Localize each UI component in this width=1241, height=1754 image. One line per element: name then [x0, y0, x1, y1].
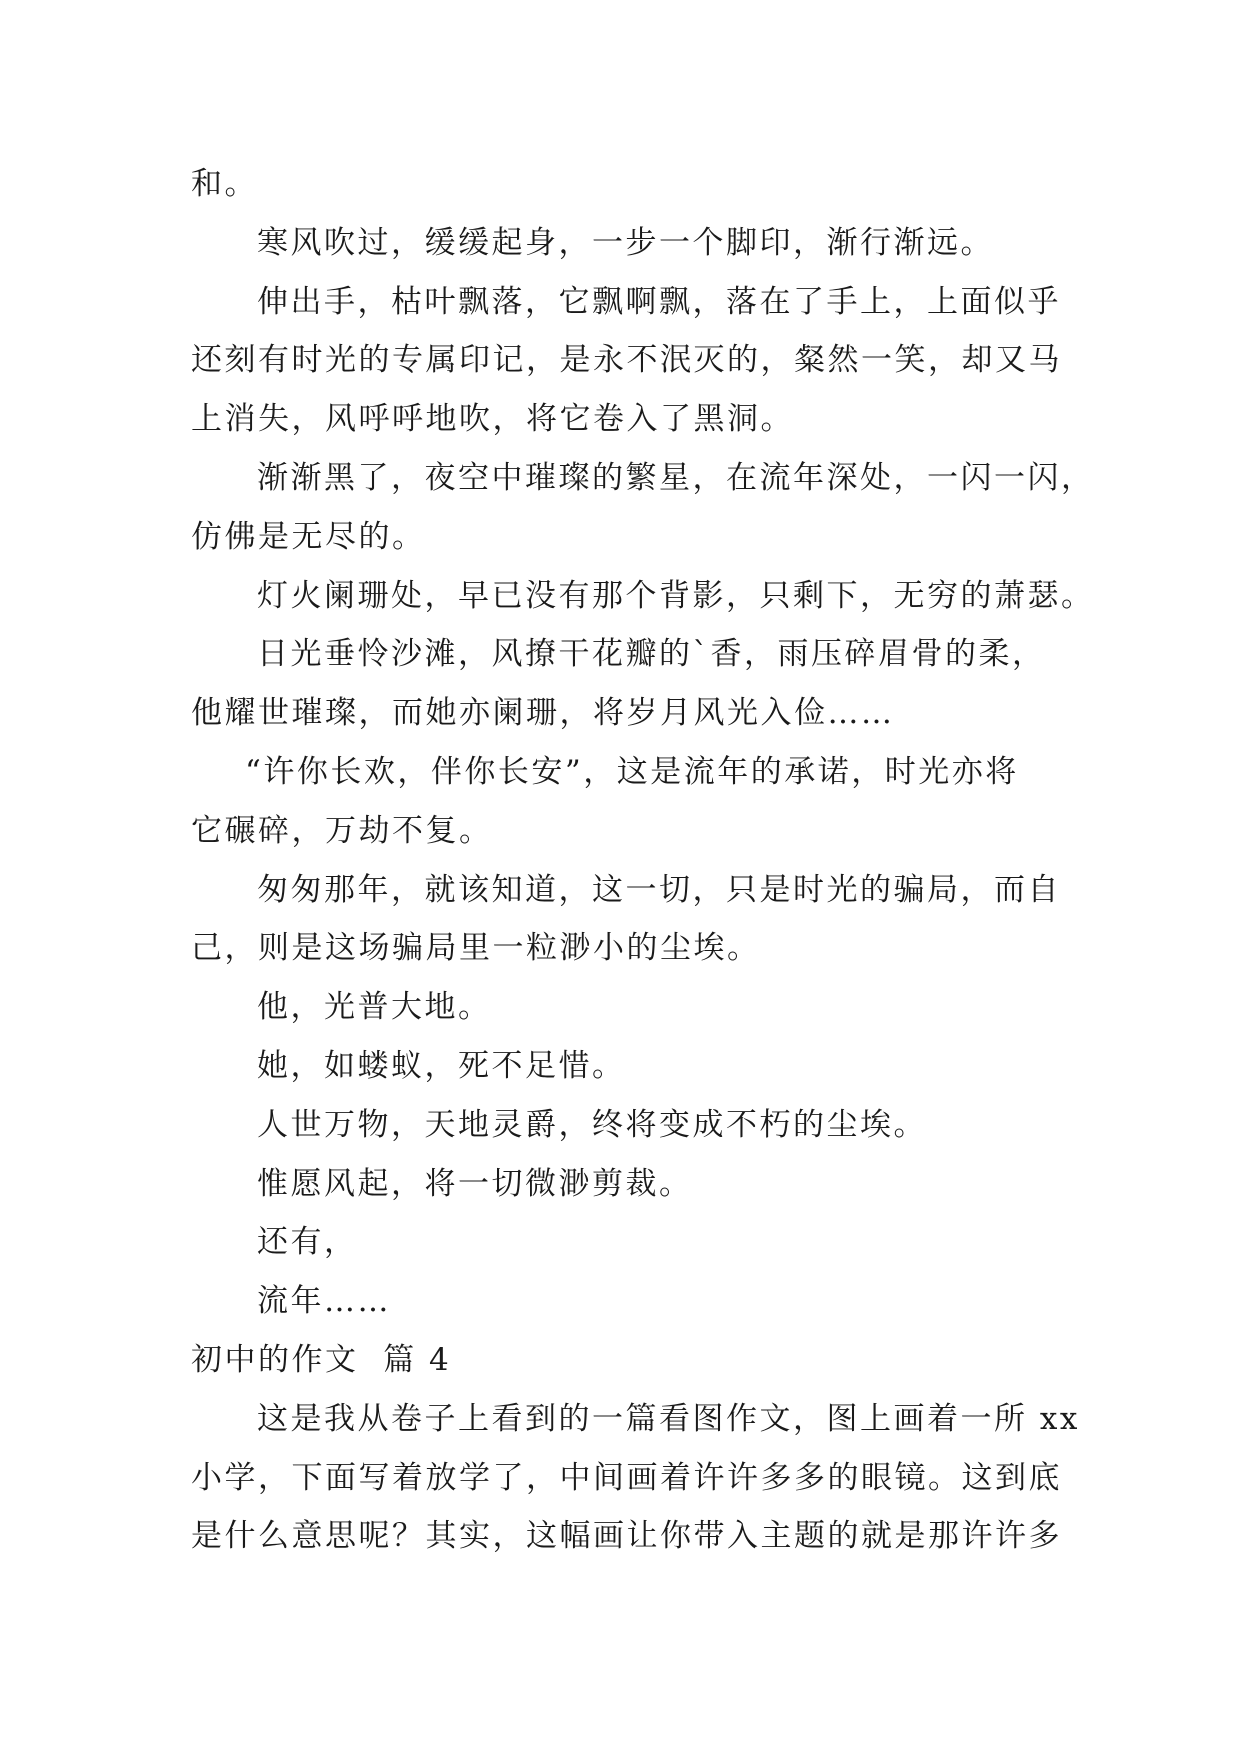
text-line: 还有， — [257, 1224, 358, 1261]
text-line: 还刻有时光的专属印记，是永不泯灭的，粲然一笑，却又马 — [191, 342, 1062, 379]
text-line: 是什么意思呢？其实，这幅画让你带入主题的就是那许许多 — [191, 1518, 1062, 1555]
text-line: 灯火阑珊处，早已没有那个背影，只剩下，无穷的萧瑟。 — [257, 577, 1095, 614]
text-line: 她，如蝼蚁，死不足惜。 — [257, 1047, 626, 1084]
text-line: 己，则是这场骗局里一粒渺小的尘埃。 — [191, 930, 761, 967]
section-heading: 初中的作文 篇 4 — [191, 1341, 452, 1378]
text-line: 匆匆那年，就该知道，这一切，只是时光的骗局，而自 — [257, 871, 1061, 908]
essay-text — [191, 155, 1095, 1566]
text-line: 日光垂怜沙滩，风撩干花瓣的`香，雨压碎眉骨的柔， — [257, 636, 1046, 673]
text-line: 伸出手，枯叶飘落，它飘啊飘，落在了手上，上面似乎 — [257, 283, 1061, 320]
text-line: 小学，下面写着放学了，中间画着许许多多的眼镜。这到底 — [191, 1459, 1062, 1496]
text-line: 这是我从卷子上看到的一篇看图作文，图上画着一所 xx — [257, 1400, 1080, 1437]
text-line: 他耀世璀璨，而她亦阑珊，将岁月风光入俭…… — [191, 695, 895, 732]
text-line: 寒风吹过，缓缓起身，一步一个脚印，渐行渐远。 — [257, 224, 994, 261]
text-line: 人世万物，天地灵爵，终将变成不朽的尘埃。 — [257, 1106, 927, 1143]
text-line: 惟愿风起，将一切微渺剪裁。 — [257, 1165, 693, 1202]
text-line: 流年…… — [257, 1283, 391, 1320]
text-line: “许你长欢，伴你长安”，这是流年的承诺，时光亦将 — [245, 753, 1019, 790]
text-line: 渐渐黑了，夜空中璀璨的繁星，在流年深处，一闪一闪， — [257, 459, 1095, 496]
text-line: 他，光普大地。 — [257, 989, 492, 1026]
text-line: 上消失，风呼呼地吹，将它卷入了黑洞。 — [191, 401, 794, 438]
text-line: 仿佛是无尽的。 — [191, 518, 426, 555]
text-line: 和。 — [191, 166, 258, 202]
text-line: 它碾碎，万劫不复。 — [191, 812, 493, 849]
